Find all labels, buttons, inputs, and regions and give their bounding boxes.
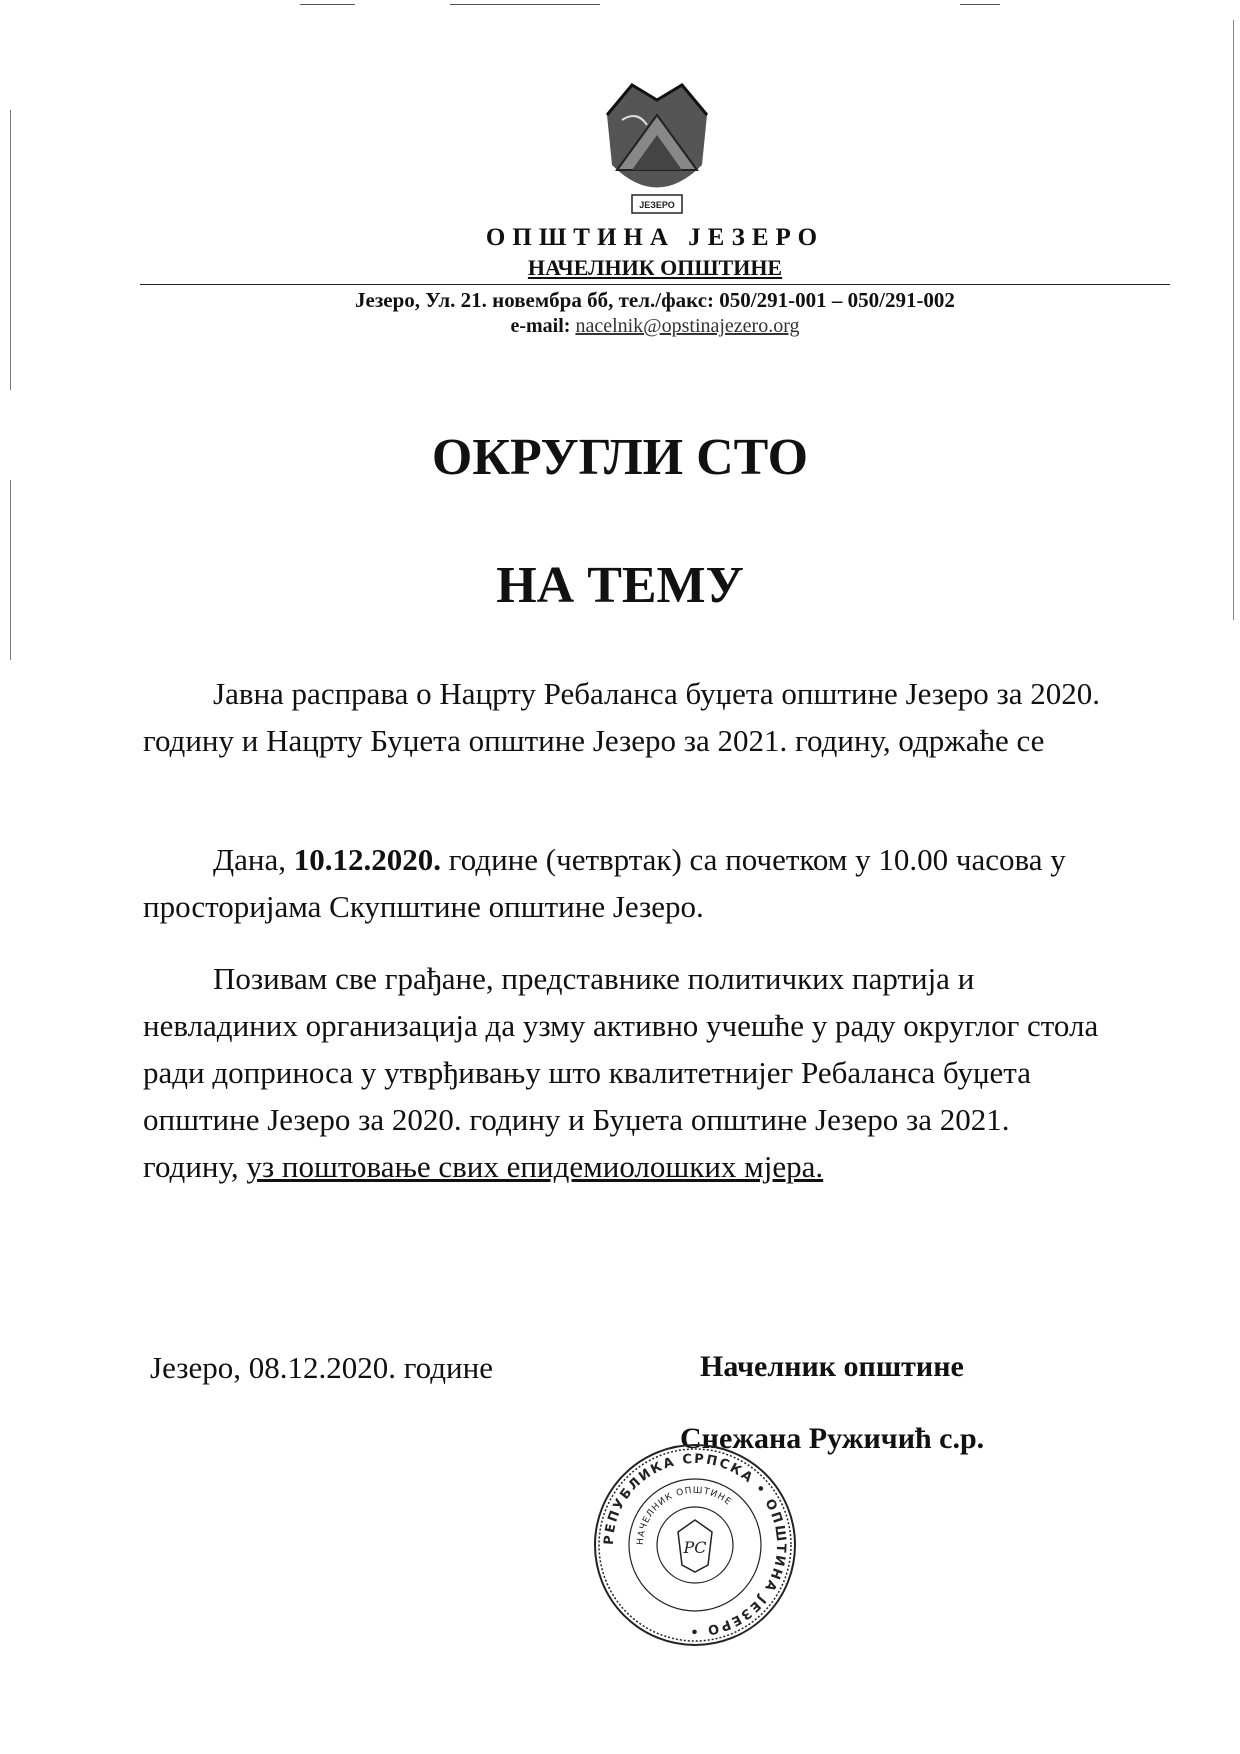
municipality-coat-of-arms-icon [602,80,712,220]
address-line: Језеро, Ул. 21. новембра бб, тел./факс: 050/291-001 – 050/291-002 [355,288,955,312]
announcement-text: Јавна расправа о Нацрту Ребаланса буџета општине Језеро за 2020. годину и Нацрту Буџета општине Језеро за 2021. годину, одржаће се [143,676,1101,758]
scan-artifact [1233,20,1234,620]
seal-outer-text: РЕПУБЛИКА СРПСКА • ОПШТИНА ЈЕЗЕРО • [601,1451,789,1639]
official-stamp-icon [590,1440,800,1650]
announcement-paragraph [143,670,1103,764]
email-line [140,315,1170,338]
invitation-text: Позивам све грађане, представнике политичких партија и невладиних организација да узму активно учешће у раду округлог стола ради доприноса у утврђивању што квалитетнијег Ребаланса буџета општине Језеро за 2020. годину и Буџета општине Језеро за 2021. годину, [143,961,1099,1184]
date-prefix: Дана, [213,842,294,877]
document-title: ОКРУГЛИ СТО [431,429,809,486]
signatory-name: Снежана Ружичић с.р. [680,1422,985,1455]
scan-artifact [10,480,11,660]
header-divider [140,284,1170,285]
municipality-name: ОПШТИНА ЈЕЗЕРО [485,224,825,251]
office-name: НАЧЕЛНИК ОПШТИНЕ [527,255,783,280]
date-suffix: године (четвртак) са почетком у 10.00 часова у просторијама Скупштине општине Језеро. [143,842,1066,924]
epidemiological-note: уз поштовање свих епидемиолошких мјера. [246,1149,824,1184]
document-subtitle: НА ТЕМУ [496,557,744,614]
date-paragraph [143,836,1103,930]
invitation-paragraph [143,955,1103,1190]
email-label: e-mail: [510,315,571,337]
signatory-title: Начелник општине [700,1350,964,1383]
scan-artifact [300,4,355,5]
scan-artifact [10,110,11,390]
email-link[interactable]: nacelnik@opstinajezero.org [575,315,800,337]
event-date: 10.12.2020. [293,842,442,877]
scan-artifact [450,4,600,5]
seal-center-text: РС [683,1538,707,1557]
seal-inner-text: НАЧЕЛНИК ОПШТИНЕ [635,1485,734,1546]
place-and-date: Језеро, 08.12.2020. године [150,1350,493,1385]
emblem-label: ЈЕЗЕРО [639,200,675,210]
scan-artifact [960,4,1000,5]
